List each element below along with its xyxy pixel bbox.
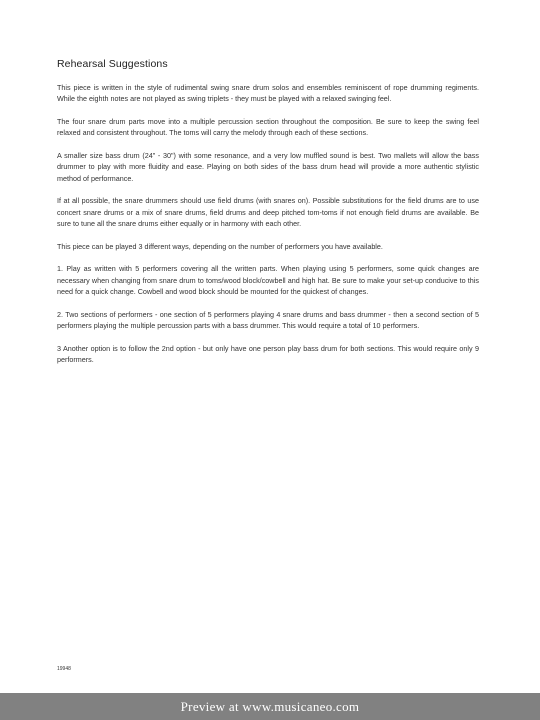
paragraph-option-2: 2. Two sections of performers - one section of 5 performers playing 4 snare drums and bass drummer - then a second section of 5 performers playing the multiple percussion parts with a bass drummer. This would require a total of 10 performers. <box>57 309 479 331</box>
paragraph-option-1: 1. Play as written with 5 performers covering all the written parts. When playing using 5 performers, some quick changes are necessary when changing from snare drum to toms/wood block/cowbell and high hat. Be sure to make your set-up conducive to this need for a quick change. Cowbell and wood block should be mounted for the quickest of changes. <box>57 264 479 297</box>
preview-banner[interactable] <box>0 693 540 720</box>
paragraph-style: This piece is written in the style of rudimental swing snare drum solos and ensembles reminiscent of rope drumming regiments. While the eighth notes are not played as swing triplets - they must be played with a relaxed swinging feel. <box>57 83 479 104</box>
page-code: 19948 <box>57 666 71 672</box>
paragraph-snare-parts: The four snare drum parts move into a multiple percussion section throughout the composition. Be sure to keep the swing feel relaxed and consistent throughout. The toms will carry the melody through each of these sections. <box>57 117 479 138</box>
paragraph-ways-intro: This piece can be played 3 different ways, depending on the number of performers you have available. <box>57 241 383 251</box>
paragraph-field-drums: If at all possible, the snare drummers should use field drums (with snares on). Possible substitutions for the field drums are to use concert snare drums or a mix of snare drums, field drums and deep pitched tom-toms if not enough field drums are available. Be sure to tune all the snare drums either equally or in harmony with each other. <box>57 196 479 229</box>
paragraph-option-3: 3 Another option is to follow the 2nd option - but only have one person play bass drum for both sections. This would require only 9 performers. <box>57 343 479 365</box>
paragraph-bass-drum: A smaller size bass drum (24" - 30") with some resonance, and a very low muffled sound is best. Two mallets will allow the bass drummer to play with more fluidity and ease. Playing on both sides of the bass drum head will provide a more authentic stylistic method of performance. <box>57 151 479 183</box>
document-body <box>57 82 479 377</box>
page-title: Rehearsal Suggestions <box>57 58 168 70</box>
preview-link-text[interactable]: Preview at www.musicaneo.com <box>180 698 360 714</box>
